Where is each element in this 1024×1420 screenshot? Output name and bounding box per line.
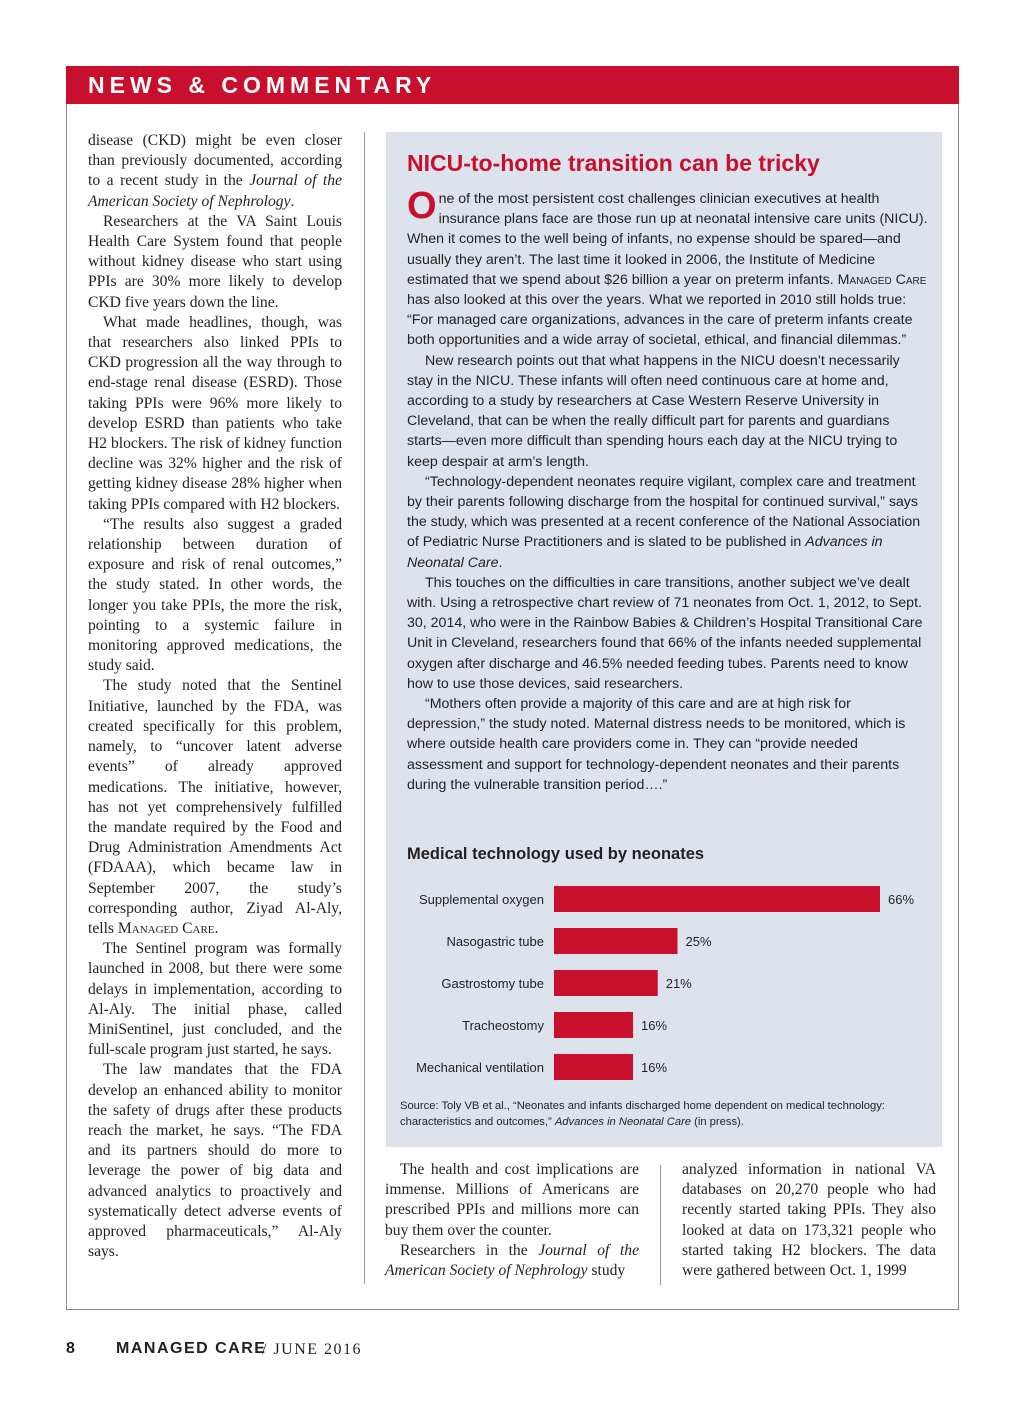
sidebar-title: NICU-to-home transition can be tricky (407, 150, 820, 176)
sidebar-box (386, 132, 942, 1147)
section-banner (66, 66, 959, 104)
data-label: 66% (888, 892, 915, 907)
paragraph: This touches on the difficulties in care transitions, another subject we’ve dealt with. Using a retrospective chart review of 71 neonates from Oct. 1, 2012, to Sept. 30, 2014, who were in the Rainbow Babies & Children’s Hospital Transitional Care Unit in Cleveland, researchers found that 66% of the infants needed supplemental oxygen after discharge and 46.5% needed feeding tubes. Parents need to know how to use those devices, said researchers. (407, 574, 923, 692)
category-label: Tracheostomy (462, 1018, 544, 1033)
paragraph: The law mandates that the FDA develop an enhanced ability to monitor the safety of drugs after these products reach the market, he says. “The FDA and its partners should do more to leverage the power of big data and advanced analytics to proactively and systematically detect adverse events of approved pharmaceuticals,” Al-Aly says. (88, 1061, 342, 1261)
category-label: Gastrostomy tube (441, 976, 544, 991)
footer-date: / JUNE 2016 (262, 1341, 363, 1358)
paragraph: “The results also suggest a graded relationship between duration of exposure and risk of renal outcomes,” the study stated. In other words, the longer you take PPIs, the more the risk, pointing to a systemic failure in monitoring approved medications, the study said. (88, 515, 342, 675)
sidebar-body (407, 185, 928, 795)
right-column (682, 1160, 936, 1281)
middle-column (385, 1160, 639, 1281)
journal-title: Advances in Neonatal Care (554, 1115, 692, 1128)
magazine-name: Managed Care (837, 271, 927, 288)
paragraph: Researchers at the VA Saint Louis Health Care System found that people without kidney disease who start using PPIs are 30% more likely to develop CKD five years down the line. (88, 212, 342, 311)
data-label: 16% (641, 1060, 668, 1075)
paragraph: One of the most persistent cost challenges clinician executives at health insurance plans face are those run up at neonatal intensive care units (NICU). When it comes to the well being of infants, no expense should be spared—and usually they aren’t. The last time it looked in 2006, the Institute of Medicine estimated that we spend about $26 billion a year on preterm infants. Managed Care has also looked at this over the years. What we reported in 2010 still holds true: “For managed care organizations, advances in the care of preterm infants create both opportunities and a wide array of societal, ethical, and financial dilemmas.” (407, 185, 928, 349)
journal-title: Journal of the American Society of Nephrology (88, 172, 342, 210)
paragraph: “Technology-dependent neonates require vigilant, complex care and treatment by their parents following discharge from the hospital for continued survival,” says the study, which was presented at a recent conference of the National Association of Pediatric Nurse Practitioners and is slated to be published in Advances in Neonatal Care. (407, 473, 921, 571)
bar (554, 928, 677, 954)
section-title: NEWS & COMMENTARY (88, 72, 437, 98)
bar (554, 970, 658, 996)
data-label: 21% (665, 976, 692, 991)
page-number: 8 (66, 1340, 75, 1357)
category-label: Mechanical ventilation (416, 1060, 544, 1075)
left-column (88, 131, 342, 1262)
paragraph: The health and cost implications are immense. Millions of Americans are prescribed PPIs and millions more can buy them over the counter. (385, 1161, 639, 1239)
drop-cap: O (407, 185, 437, 227)
journal-title: Advances in Neonatal Care (407, 534, 883, 571)
category-label: Supplemental oxygen (418, 892, 544, 907)
paragraph: The study noted that the Sentinel Initiative, launched by the FDA, was created specifically for this problem, namely, to “uncover latent adverse events” of already approved medications. The initiative, however, has not yet comprehensively fulfilled the mandate required by the Food and Drug Administration Amendments Act (FDAAA), which became law in September 2007, the study’s corresponding author, Ziyad Al-Aly, tells Managed Care. (88, 677, 342, 937)
chart-title: Medical technology used by neonates (407, 845, 705, 863)
paragraph: “Mothers often provide a majority of this care and are at high risk for depression,” the study noted. Maternal distress needs to be monitored, which is where outside health care providers come in. They can “provide needed assessment and support for technology-dependent neonates and their parents during the vulnerable transition period….” (407, 696, 906, 793)
paragraph: Researchers in the Journal of the American Society of Nephrology study (385, 1241, 639, 1280)
paragraph: New research points out that what happens in the NICU doesn’t necessarily stay in the NICU. These infants will often need continuous care at home and, according to a study by researchers at Case Western Reserve University in Cleveland, that can be when the really difficult part for parents and guardians starts—even more difficult than spending hours each day at the NICU trying to keep despair at arm’s length. (407, 352, 900, 470)
paragraph: The Sentinel program was formally launched in 2008, but there were some delays in implementation, according to Al-Aly. The initial phase, called MiniSentinel, just concluded, and the full-scale program just started, he says. (88, 940, 342, 1059)
category-label: Nasogastric tube (446, 934, 544, 949)
bar-chart (386, 877, 942, 1092)
paragraph: analyzed information in national VA databases on 20,270 people who had recently started taking PPIs. They also looked at data on 173,321 people who started taking H2 blockers. The data were gathered between Oct. 1, 1999 (682, 1161, 936, 1280)
bar (554, 886, 880, 912)
footer-magazine: MANAGED CARE (116, 1340, 267, 1357)
magazine-name: Managed Care (117, 919, 215, 937)
column-divider (660, 1165, 661, 1285)
bar (554, 1054, 633, 1080)
data-label: 25% (685, 934, 712, 949)
journal-title: Journal of the American Society of Nephrology (385, 1241, 639, 1280)
paragraph: disease (CKD) might be even closer than previously documented, according to a recent study in the Journal of the American Society of Nephrology. (88, 132, 342, 210)
data-label: 16% (641, 1018, 668, 1033)
paragraph: What made headlines, though, was that researchers also linked PPIs to CKD progression all the way through to end-stage renal disease (ESRD). Those taking PPIs were 96% more likely to develop ESRD than patients who take H2 blockers. The risk of kidney function decline was 32% higher and the risk of getting kidney disease 28% higher when taking PPIs compared with H2 blockers. (88, 313, 342, 513)
bar (554, 1012, 633, 1038)
chart-source: Source: Toly VB et al., “Neonates and infants discharged home dependent on medical technology: characteristics and outcomes,” Advances in Neonatal Care (in press). (400, 1100, 885, 1128)
column-divider (364, 132, 365, 1284)
